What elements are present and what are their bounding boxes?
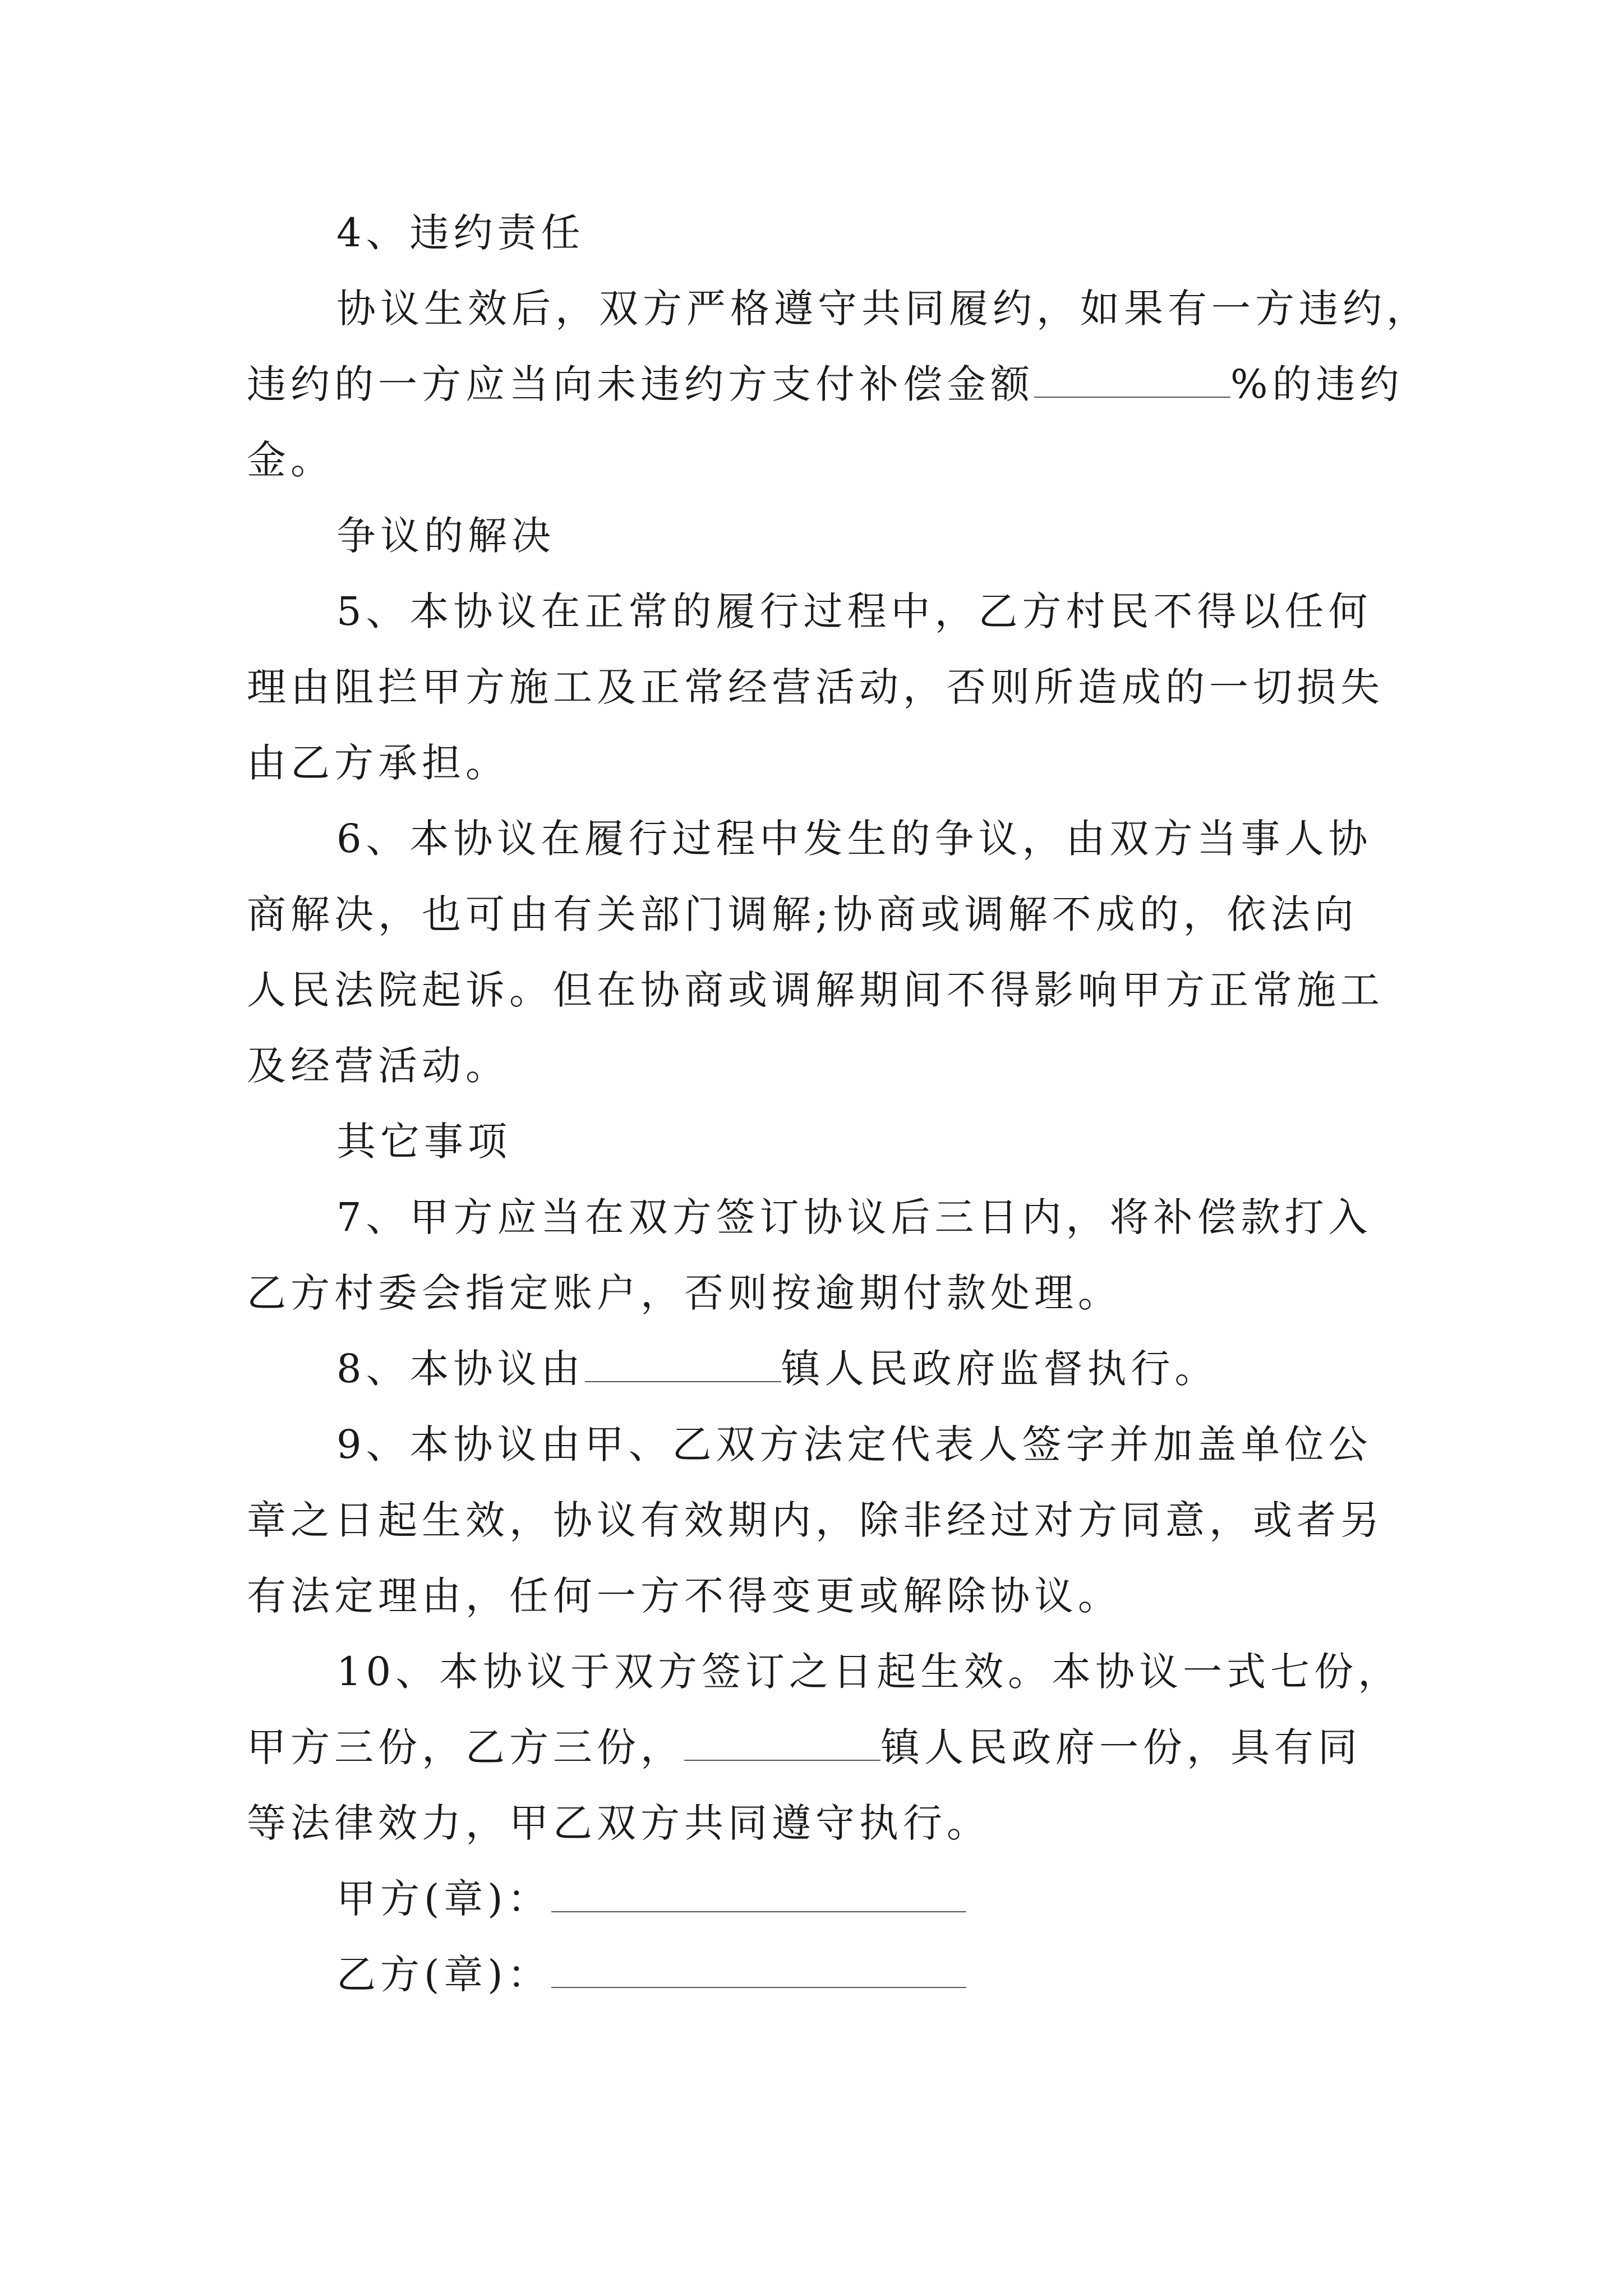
signature-label: 甲方(章)：	[336, 1876, 551, 1922]
paragraph-text: 甲方三份，乙方三份，	[247, 1724, 684, 1770]
paragraph-line: 有法定理由，任何一方不得变更或解除协议。	[247, 1573, 1122, 1619]
section-heading-other: 其它事项	[336, 1119, 511, 1165]
paragraph-line: 由乙方承担。	[247, 740, 509, 786]
paragraph-text: 镇人民政府监督执行。	[781, 1346, 1219, 1392]
fill-in-blank	[1034, 361, 1230, 398]
paragraph-line: 6、本协议在履行过程中发生的争议，由双方当事人协	[336, 816, 1372, 862]
paragraph-line: 金。	[247, 437, 334, 483]
section-heading-dispute: 争议的解决	[336, 513, 555, 559]
fill-in-blank	[684, 1724, 880, 1761]
paragraph-line: 乙方村委会指定账户，否则按逾期付款处理。	[247, 1270, 1122, 1316]
signature-party-a	[336, 1874, 966, 1924]
paragraph-line: 协议生效后，双方严格遵守共同履约，如果有一方违约，	[336, 286, 1430, 332]
paragraph-line	[247, 1722, 1362, 1773]
paragraph-line	[336, 1343, 1219, 1394]
paragraph-line: 人民法院起诉。但在协商或调解期间不得影响甲方正常施工	[247, 967, 1384, 1013]
paragraph-text: 8、本协议由	[336, 1346, 585, 1392]
paragraph-text: %的违约	[1230, 361, 1404, 407]
signature-blank	[551, 1875, 966, 1912]
fill-in-blank	[585, 1345, 781, 1382]
paragraph-line: 商解决，也可由有关部门调解;协商或调解不成的，依法向	[247, 891, 1358, 937]
paragraph-line: 等法律效力，甲乙双方共同遵守执行。	[247, 1800, 990, 1846]
signature-label: 乙方(章)：	[336, 1952, 551, 1998]
paragraph-line: 章之日起生效，协议有效期内，除非经过对方同意，或者另	[247, 1497, 1384, 1543]
paragraph-line: 10、本协议于双方签订之日起生效。本协议一式七份，	[336, 1649, 1402, 1695]
paragraph-line: 理由阻拦甲方施工及正常经营活动，否则所造成的一切损失	[247, 664, 1384, 710]
paragraph-line: 及经营活动。	[247, 1043, 509, 1089]
section-heading-breach: 4、违约责任	[336, 210, 585, 256]
paragraph-line	[247, 359, 1404, 409]
paragraph-text: 镇人民政府一份，具有同	[880, 1724, 1362, 1770]
signature-party-b	[336, 1949, 966, 2000]
paragraph-line: 7、甲方应当在双方签订协议后三日内，将补偿款打入	[336, 1194, 1372, 1240]
paragraph-line: 5、本协议在正常的履行过程中，乙方村民不得以任何	[336, 588, 1372, 634]
paragraph-line: 9、本协议由甲、乙双方法定代表人签字并加盖单位公	[336, 1421, 1372, 1467]
paragraph-text: 违约的一方应当向未违约方支付补偿金额	[247, 361, 1034, 407]
signature-blank	[551, 1951, 966, 1988]
